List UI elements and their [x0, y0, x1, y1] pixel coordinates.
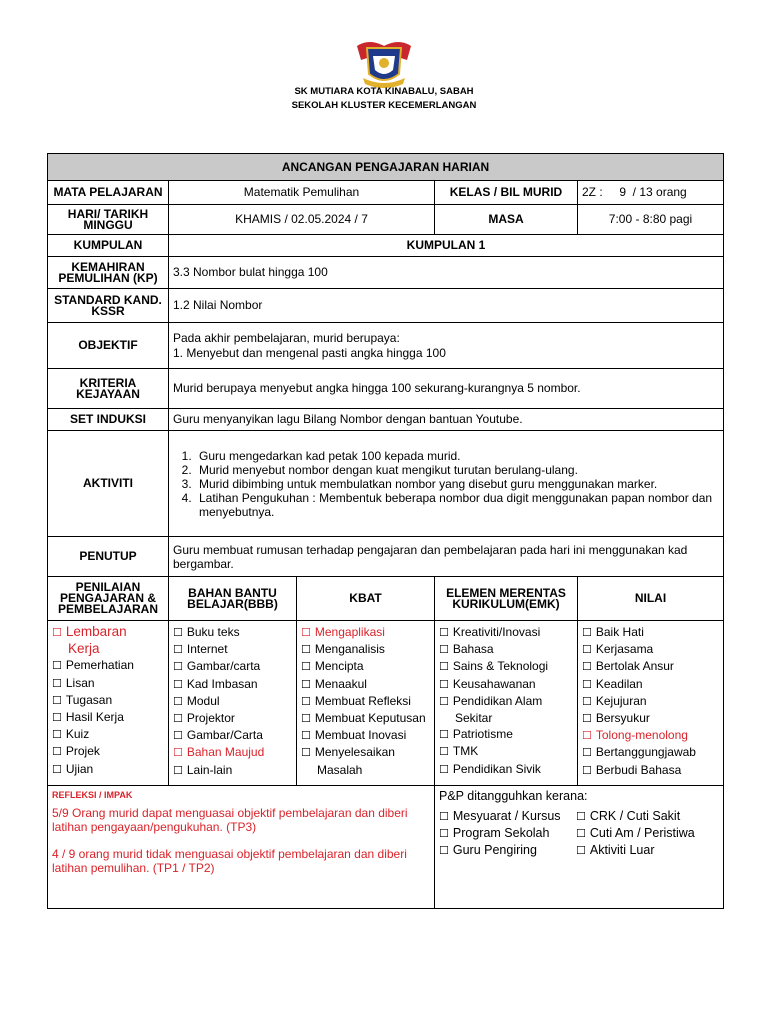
checkbox-item[interactable]: ☐ Menyelesaikan — [301, 744, 430, 761]
checkbox-option[interactable]: ☐ Guru Pengiring — [439, 843, 576, 857]
objektif-item: 1. Menyebut dan mengenal pasti angka hingga 100 — [173, 345, 446, 360]
checkbox-item[interactable]: ☐ Pendidikan Alam — [439, 693, 573, 710]
kriteria-value: Murid berupaya menyebut angka hingga 100 sekurang-kurangnya 5 nombor. — [169, 369, 724, 409]
checkbox-item[interactable]: ☐ Patriotisme — [439, 726, 573, 743]
masa-value: 7:00 - 8:80 pagi — [578, 205, 724, 235]
checkbox-option[interactable]: ☐ Program Sekolah — [439, 826, 576, 840]
aktiviti-item: 3. Murid dibimbing untuk membulatkan nombor yang disebut guru menggunakan marker. — [195, 477, 719, 491]
refleksi-cell — [48, 786, 435, 909]
nilai-list — [578, 621, 724, 786]
penutup-label: PENUTUP — [48, 537, 169, 577]
checkbox-item[interactable]: ☐ Sains & Teknologi — [439, 658, 573, 675]
checkbox-item[interactable]: ☐ Kejujuran — [582, 693, 719, 710]
checkbox-item[interactable]: ☐ Internet — [173, 641, 292, 658]
checkbox-item[interactable]: ☐ Projektor — [173, 710, 292, 727]
set-induksi-label: SET INDUKSI — [48, 409, 169, 431]
checkbox-item[interactable]: ☐ Kreativiti/Inovasi — [439, 624, 573, 641]
aktiviti-value — [169, 431, 724, 537]
kbat-header: KBAT — [297, 577, 435, 621]
standard-label: STANDARD KAND. KSSR — [48, 289, 169, 323]
checkbox-item[interactable]: ☐ Bertolak Ansur — [582, 658, 719, 675]
school-name: SK MUTIARA KOTA KINABALU, SABAH — [294, 86, 474, 97]
aktiviti-label: AKTIVITI — [48, 431, 169, 537]
checkbox-item[interactable]: ☐ Baik Hati — [582, 624, 719, 641]
checkbox-option[interactable]: ☐ Cuti Am / Peristiwa — [576, 826, 719, 840]
checkbox-item[interactable]: ☐ Menaakul — [301, 676, 430, 693]
refleksi-text: 5/9 Orang murid dapat menguasai objektif pembelajaran dan diberi latihan pengayaan/pengukuhan. (TP3) — [52, 806, 408, 834]
checkbox-item[interactable]: ☐ Lisan — [52, 675, 164, 692]
hari-label: HARI/ TARIKH MINGGU — [48, 205, 169, 235]
school-subtitle: SEKOLAH KLUSTER KECEMERLANGAN — [291, 100, 477, 111]
ditangguhkan-options — [439, 809, 719, 857]
kemahiran-value: 3.3 Nombor bulat hingga 100 — [169, 257, 724, 289]
checkbox-item[interactable]: ☐ Bahan Maujud — [173, 744, 292, 761]
refleksi-text: 4 / 9 orang murid tidak menguasai objektif pembelajaran dan diberi latihan pemulihan. (TP1 / TP2) — [52, 847, 407, 875]
checkbox-item[interactable]: ☐ Berbudi Bahasa — [582, 762, 719, 779]
aktiviti-item: 1. Guru mengedarkan kad petak 100 kepada murid. — [195, 449, 719, 463]
kriteria-label: KRITERIA KEJAYAAN — [48, 369, 169, 409]
checkbox-item[interactable]: ☐ Menganalisis — [301, 641, 430, 658]
checkbox-item[interactable]: ☐ Mencipta — [301, 658, 430, 675]
standard-value: 1.2 Nilai Nombor — [169, 289, 724, 323]
kelas-value: 2Z : 9 / 13 orang — [578, 181, 724, 205]
bbb-list — [169, 621, 297, 786]
checkbox-item[interactable]: ☐ Buku teks — [173, 624, 292, 641]
masa-label: MASA — [435, 205, 578, 235]
checkbox-option[interactable]: ☐ CRK / Cuti Sakit — [576, 809, 719, 823]
checkbox-item[interactable]: ☐ Kad Imbasan — [173, 676, 292, 693]
checkbox-item[interactable]: ☐ Modul — [173, 693, 292, 710]
checkbox-item[interactable]: ☐ TMK — [439, 743, 573, 760]
penilaian-header: PENILAIAN PENGAJARAN & PEMBELAJARAN — [48, 577, 169, 621]
hari-value: KHAMIS / 02.05.2024 / 7 — [169, 205, 435, 235]
objektif-intro: Pada akhir pembelajaran, murid berupaya: — [173, 330, 400, 345]
kelas-label: KELAS / BIL MURID — [435, 181, 578, 205]
checkbox-item[interactable]: ☐ Hasil Kerja — [52, 709, 164, 726]
checkbox-item[interactable]: ☐ Lain-lain — [173, 762, 292, 779]
objektif-label: OBJEKTIF — [48, 323, 169, 369]
checkbox-item[interactable]: ☐ Kerjasama — [582, 641, 719, 658]
checkbox-label-continued: Sekitar — [455, 711, 493, 726]
checkbox-item[interactable]: ☐ Keadilan — [582, 676, 719, 693]
checkbox-option[interactable]: ☐ Aktiviti Luar — [576, 843, 719, 857]
checkbox-label-continued: Masalah — [317, 762, 363, 777]
checkbox-item[interactable]: ☐ Kuiz — [52, 726, 164, 743]
kemahiran-label: KEMAHIRAN PEMULIHAN (KP) — [48, 257, 169, 289]
emk-list — [435, 621, 578, 786]
mata-pelajaran-value: Matematik Pemulihan — [169, 181, 435, 205]
penutup-value: Guru membuat rumusan terhadap pengajaran dan pembelajaran pada hari ini menggunakan kad bergambar. — [169, 537, 724, 577]
emk-header: ELEMEN MERENTAS KURIKULUM(EMK) — [435, 577, 578, 621]
ditangguhkan-cell — [435, 786, 724, 909]
checkbox-item[interactable]: ☐ Mengaplikasi — [301, 624, 430, 641]
set-induksi-value: Guru menyanyikan lagu Bilang Nombor dengan bantuan Youtube. — [169, 409, 724, 431]
checkbox-item[interactable]: ☐ Membuat Inovasi — [301, 727, 430, 744]
ditangguhkan-title: P&P ditangguhkan kerana: — [439, 789, 588, 803]
checkbox-item[interactable]: ☐ Gambar/carta — [173, 658, 292, 675]
kumpulan-label: KUMPULAN — [48, 235, 169, 257]
checkbox-option[interactable]: ☐ Mesyuarat / Kursus — [439, 809, 576, 823]
checkbox-item[interactable]: ☐ Ujian — [52, 761, 164, 778]
kumpulan-value: KUMPULAN 1 — [169, 235, 724, 257]
checkbox-item[interactable]: ☐ Projek — [52, 743, 164, 760]
checkbox-label-continued: Kerja — [68, 641, 100, 657]
aktiviti-item: 2. Murid menyebut nombor dengan kuat mengikut turutan berulang-ulang. — [195, 463, 719, 477]
checkbox-item[interactable]: ☐ Pendidikan Sivik — [439, 761, 573, 778]
checkbox-item[interactable]: ☐ Keusahawanan — [439, 676, 573, 693]
objektif-value — [169, 323, 724, 369]
checkbox-item[interactable]: ☐ Gambar/Carta — [173, 727, 292, 744]
mata-pelajaran-label: MATA PELAJARAN — [48, 181, 169, 205]
checkbox-item[interactable]: ☐ Bersyukur — [582, 710, 719, 727]
checkbox-item[interactable]: ☐ Membuat Keputusan — [301, 710, 430, 727]
bbb-header: BAHAN BANTU BELAJAR(BBB) — [169, 577, 297, 621]
checkbox-item[interactable]: ☐ Tolong-menolong — [582, 727, 719, 744]
checkbox-item[interactable]: ☐ Pemerhatian — [52, 657, 164, 674]
rph-table — [47, 153, 724, 909]
checkbox-item[interactable]: ☐ Lembaran — [52, 624, 164, 641]
checkbox-item[interactable]: ☐ Bertanggungjawab — [582, 744, 719, 761]
aktiviti-item: 4. Latihan Pengukuhan : Membentuk beberapa nombor dua digit menggunakan papan nombor dan menyebutnya. — [195, 491, 719, 519]
aktiviti-list — [173, 449, 719, 519]
refleksi-title: REFLEKSI / IMPAK — [52, 790, 133, 800]
checkbox-item[interactable]: ☐ Tugasan — [52, 692, 164, 709]
school-crest-icon — [353, 40, 415, 88]
rph-title: ANCANGAN PENGAJARAN HARIAN — [48, 154, 724, 181]
kbat-list — [297, 621, 435, 786]
penilaian-list — [48, 621, 169, 786]
nilai-header: NILAI — [578, 577, 724, 621]
checkbox-item[interactable]: ☐ Membuat Refleksi — [301, 693, 430, 710]
checkbox-item[interactable]: ☐ Bahasa — [439, 641, 573, 658]
